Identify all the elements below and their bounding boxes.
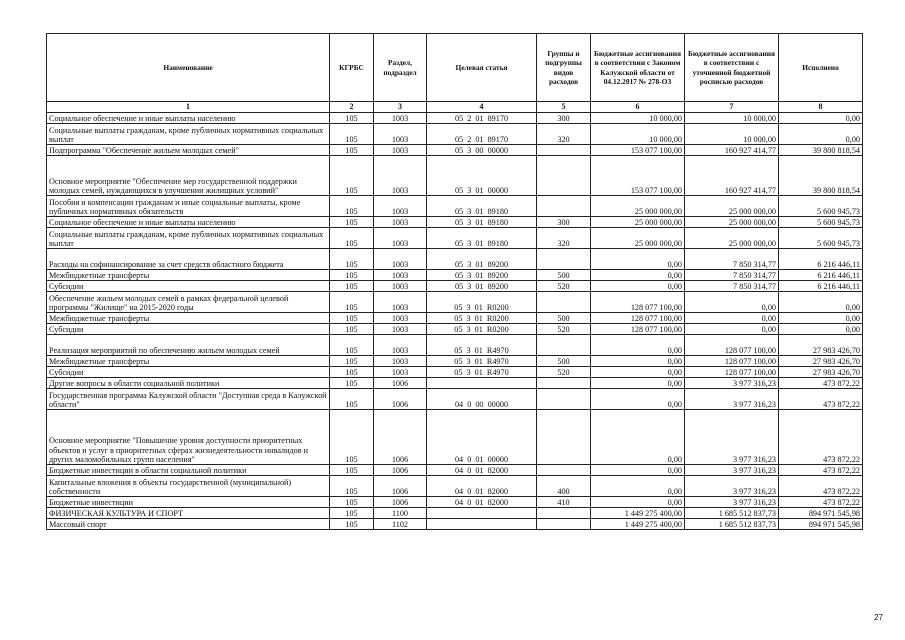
table-row	[47, 519, 863, 530]
cell-group	[537, 196, 591, 217]
cell-executed-amount: 473 872,22	[779, 378, 863, 389]
cell-executed-amount: 27 983 426,70	[779, 335, 863, 356]
cell-law-amount: 10 000,00	[591, 124, 685, 145]
cell-group: 520	[537, 367, 591, 378]
table-row	[47, 378, 863, 389]
cell-group: 320	[537, 228, 591, 249]
cell-refined-amount: 160 927 414,77	[685, 156, 779, 196]
cell-name: Другие вопросы в области социальной политики	[47, 378, 330, 389]
cell-group: 500	[537, 313, 591, 324]
cell-section: 1006	[374, 410, 427, 465]
cell-refined-amount: 128 077 100,00	[685, 356, 779, 367]
cell-executed-amount: 27 983 426,70	[779, 367, 863, 378]
cell-article: 05 3 01 89200	[427, 281, 537, 292]
col-number: 1	[47, 102, 330, 113]
cell-executed-amount: 6 216 446,11	[779, 281, 863, 292]
cell-executed-amount: 39 800 818,54	[779, 145, 863, 156]
table-row	[47, 465, 863, 476]
cell-law-amount: 1 449 275 400,00	[591, 519, 685, 530]
table-row	[47, 113, 863, 124]
cell-section: 1006	[374, 378, 427, 389]
cell-kgrbs: 105	[330, 497, 374, 508]
cell-name: Бюджетные инвестиции в области социальной политики	[47, 465, 330, 476]
cell-article: 05 3 01 R0200	[427, 313, 537, 324]
cell-group	[537, 410, 591, 465]
cell-section: 1006	[374, 476, 427, 497]
budget-table	[46, 33, 863, 530]
cell-refined-amount: 7 850 314,77	[685, 249, 779, 270]
cell-refined-amount: 3 977 316,23	[685, 476, 779, 497]
cell-section: 1003	[374, 356, 427, 367]
cell-name: Межбюджетные трансферты	[47, 313, 330, 324]
col-number: 8	[779, 102, 863, 113]
table-row	[47, 156, 863, 196]
cell-kgrbs: 105	[330, 124, 374, 145]
column-number-row	[47, 102, 863, 113]
cell-group: 520	[537, 281, 591, 292]
cell-refined-amount: 3 977 316,23	[685, 465, 779, 476]
table-row	[47, 508, 863, 519]
cell-law-amount: 0,00	[591, 270, 685, 281]
cell-name: Социальные выплаты гражданам, кроме публичных нормативных социальных выплат	[47, 124, 330, 145]
page-number: 27	[874, 613, 883, 622]
cell-group: 500	[537, 270, 591, 281]
table-row	[47, 281, 863, 292]
cell-group: 300	[537, 113, 591, 124]
cell-name: Субсидии	[47, 324, 330, 335]
header-executed: Исполнено	[779, 34, 863, 102]
cell-refined-amount: 10 000,00	[685, 113, 779, 124]
cell-group	[537, 389, 591, 410]
cell-law-amount: 0,00	[591, 497, 685, 508]
cell-kgrbs: 105	[330, 335, 374, 356]
cell-kgrbs: 105	[330, 113, 374, 124]
cell-article: 04 0 01 00000	[427, 410, 537, 465]
cell-refined-amount: 3 977 316,23	[685, 410, 779, 465]
table-row	[47, 367, 863, 378]
cell-kgrbs: 105	[330, 313, 374, 324]
cell-article	[427, 508, 537, 519]
col-number: 4	[427, 102, 537, 113]
cell-group	[537, 335, 591, 356]
cell-law-amount: 128 077 100,00	[591, 313, 685, 324]
cell-section: 1003	[374, 217, 427, 228]
cell-kgrbs: 105	[330, 324, 374, 335]
cell-section: 1003	[374, 249, 427, 270]
cell-section: 1003	[374, 292, 427, 313]
cell-name: Бюджетные инвестиции	[47, 497, 330, 508]
cell-name: Основное мероприятие "Обеспечение мер государственной поддержки молодых семей, нуждающихся в улучшении жилищных условий"	[47, 156, 330, 196]
cell-refined-amount: 3 977 316,23	[685, 378, 779, 389]
cell-article: 05 3 01 89200	[427, 249, 537, 270]
cell-kgrbs: 105	[330, 508, 374, 519]
table-body	[47, 113, 863, 530]
cell-law-amount: 0,00	[591, 410, 685, 465]
cell-group: 520	[537, 324, 591, 335]
cell-kgrbs: 105	[330, 389, 374, 410]
cell-executed-amount: 6 216 446,11	[779, 270, 863, 281]
cell-article: 05 3 01 89180	[427, 196, 537, 217]
cell-refined-amount: 0,00	[685, 292, 779, 313]
cell-refined-amount: 25 000 000,00	[685, 196, 779, 217]
cell-law-amount: 0,00	[591, 356, 685, 367]
cell-executed-amount: 6 216 446,11	[779, 249, 863, 270]
col-number: 5	[537, 102, 591, 113]
header-kgrbs: КГРБС	[330, 34, 374, 102]
cell-section: 1003	[374, 145, 427, 156]
cell-group	[537, 292, 591, 313]
cell-section: 1006	[374, 497, 427, 508]
cell-executed-amount: 0,00	[779, 313, 863, 324]
cell-name: Социальные выплаты гражданам, кроме публичных нормативных социальных выплат	[47, 228, 330, 249]
cell-executed-amount: 0,00	[779, 292, 863, 313]
cell-name: Государственная программа Калужской области "Доступная среда в Калужской области"	[47, 389, 330, 410]
cell-article: 05 3 01 R4970	[427, 356, 537, 367]
cell-group	[537, 465, 591, 476]
cell-law-amount: 0,00	[591, 378, 685, 389]
cell-group: 300	[537, 217, 591, 228]
cell-article: 05 3 01 R0200	[427, 324, 537, 335]
cell-kgrbs: 105	[330, 281, 374, 292]
cell-group	[537, 378, 591, 389]
cell-article: 05 2 01 89170	[427, 124, 537, 145]
cell-executed-amount: 0,00	[779, 113, 863, 124]
cell-executed-amount: 473 872,22	[779, 497, 863, 508]
cell-article	[427, 378, 537, 389]
cell-section: 1100	[374, 508, 427, 519]
cell-name: Субсидии	[47, 281, 330, 292]
cell-refined-amount: 1 685 512 837,73	[685, 508, 779, 519]
cell-article	[427, 519, 537, 530]
cell-article: 05 3 01 89200	[427, 270, 537, 281]
cell-law-amount: 25 000 000,00	[591, 196, 685, 217]
cell-refined-amount: 160 927 414,77	[685, 145, 779, 156]
cell-kgrbs: 105	[330, 217, 374, 228]
cell-refined-amount: 128 077 100,00	[685, 335, 779, 356]
cell-refined-amount: 3 977 316,23	[685, 389, 779, 410]
header-section: Раздел, подраздел	[374, 34, 427, 102]
cell-law-amount: 10 000,00	[591, 113, 685, 124]
cell-executed-amount: 5 600 945,73	[779, 217, 863, 228]
cell-kgrbs: 105	[330, 356, 374, 367]
cell-law-amount: 0,00	[591, 465, 685, 476]
table-row	[47, 270, 863, 281]
cell-section: 1003	[374, 124, 427, 145]
table-row	[47, 249, 863, 270]
cell-executed-amount: 473 872,22	[779, 465, 863, 476]
cell-law-amount: 153 077 100,00	[591, 145, 685, 156]
header-name: Наименование	[47, 34, 330, 102]
cell-name: Капитальные вложения в объекты государственной (муниципальной) собственности	[47, 476, 330, 497]
cell-executed-amount: 5 600 945,73	[779, 228, 863, 249]
col-number: 6	[591, 102, 685, 113]
cell-article: 04 0 01 82000	[427, 465, 537, 476]
cell-executed-amount: 0,00	[779, 324, 863, 335]
cell-section: 1003	[374, 113, 427, 124]
header-groups: Группы и подгруппы видов расходов	[537, 34, 591, 102]
col-number: 3	[374, 102, 427, 113]
table-row	[47, 389, 863, 410]
cell-law-amount: 153 077 100,00	[591, 156, 685, 196]
table-row	[47, 497, 863, 508]
cell-article: 05 3 01 R4970	[427, 335, 537, 356]
table-row	[47, 145, 863, 156]
cell-section: 1003	[374, 367, 427, 378]
cell-group: 400	[537, 476, 591, 497]
cell-law-amount: 0,00	[591, 335, 685, 356]
cell-executed-amount: 27 983 426,70	[779, 356, 863, 367]
cell-executed-amount: 473 872,22	[779, 476, 863, 497]
cell-group: 500	[537, 356, 591, 367]
cell-name: Расходы на софинансирование за счет средств областного бюджета	[47, 249, 330, 270]
table-row	[47, 228, 863, 249]
cell-article: 05 3 00 00000	[427, 145, 537, 156]
cell-refined-amount: 7 850 314,77	[685, 281, 779, 292]
cell-kgrbs: 105	[330, 367, 374, 378]
cell-law-amount: 128 077 100,00	[591, 324, 685, 335]
cell-group	[537, 249, 591, 270]
cell-group: 320	[537, 124, 591, 145]
cell-kgrbs: 105	[330, 228, 374, 249]
cell-refined-amount: 0,00	[685, 313, 779, 324]
cell-section: 1006	[374, 389, 427, 410]
cell-law-amount: 128 077 100,00	[591, 292, 685, 313]
cell-section: 1003	[374, 281, 427, 292]
header-refined: Бюджетные ассигнования в соответствии с уточненной бюджетной росписью расходов	[685, 34, 779, 102]
cell-article: 05 3 01 89180	[427, 228, 537, 249]
cell-name: ФИЗИЧЕСКАЯ КУЛЬТУРА И СПОРТ	[47, 508, 330, 519]
cell-article: 04 0 01 82000	[427, 476, 537, 497]
cell-article: 04 0 01 82000	[427, 497, 537, 508]
table-row	[47, 124, 863, 145]
table-row	[47, 217, 863, 228]
header-article: Целевая статья	[427, 34, 537, 102]
cell-refined-amount: 3 977 316,23	[685, 497, 779, 508]
cell-section: 1003	[374, 335, 427, 356]
cell-law-amount: 0,00	[591, 281, 685, 292]
cell-name: Массовый спорт	[47, 519, 330, 530]
table-row	[47, 292, 863, 313]
cell-executed-amount: 473 872,22	[779, 389, 863, 410]
cell-kgrbs: 105	[330, 519, 374, 530]
cell-executed-amount: 39 800 818,54	[779, 156, 863, 196]
cell-section: 1003	[374, 324, 427, 335]
cell-section: 1003	[374, 313, 427, 324]
table-row	[47, 410, 863, 465]
cell-kgrbs: 105	[330, 378, 374, 389]
cell-article: 05 2 01 89170	[427, 113, 537, 124]
cell-kgrbs: 105	[330, 270, 374, 281]
cell-name: Субсидии	[47, 367, 330, 378]
cell-name: Пособия и компенсации гражданам и иные социальные выплаты, кроме публичных нормативных обязательств	[47, 196, 330, 217]
cell-law-amount: 0,00	[591, 367, 685, 378]
cell-name: Подпрограмма "Обеспечение жильем молодых семей"	[47, 145, 330, 156]
cell-kgrbs: 105	[330, 410, 374, 465]
cell-executed-amount: 0,00	[779, 124, 863, 145]
col-number: 7	[685, 102, 779, 113]
cell-group	[537, 508, 591, 519]
cell-refined-amount: 0,00	[685, 324, 779, 335]
cell-article: 05 3 01 R0200	[427, 292, 537, 313]
cell-name: Реализация мероприятий по обеспечению жильем молодых семей	[47, 335, 330, 356]
cell-refined-amount: 7 850 314,77	[685, 270, 779, 281]
cell-law-amount: 25 000 000,00	[591, 228, 685, 249]
cell-section: 1003	[374, 156, 427, 196]
cell-law-amount: 25 000 000,00	[591, 217, 685, 228]
cell-group	[537, 519, 591, 530]
table-row	[47, 324, 863, 335]
cell-refined-amount: 25 000 000,00	[685, 228, 779, 249]
cell-law-amount: 0,00	[591, 389, 685, 410]
cell-kgrbs: 105	[330, 292, 374, 313]
cell-executed-amount: 894 971 545,98	[779, 519, 863, 530]
table-row	[47, 313, 863, 324]
cell-group	[537, 145, 591, 156]
cell-name: Основное мероприятие "Повышение уровня доступности приоритетных объектов и услуг в приоритетных сферах жизнедеятельности инвалидов и других маломобильных групп населения"	[47, 410, 330, 465]
cell-executed-amount: 5 600 945,73	[779, 196, 863, 217]
cell-name: Социальное обеспечение и иные выплаты населению	[47, 113, 330, 124]
cell-name: Межбюджетные трансферты	[47, 270, 330, 281]
cell-kgrbs: 105	[330, 465, 374, 476]
cell-article: 05 3 01 R4970	[427, 367, 537, 378]
cell-section: 1102	[374, 519, 427, 530]
cell-law-amount: 0,00	[591, 249, 685, 270]
cell-kgrbs: 105	[330, 476, 374, 497]
cell-kgrbs: 105	[330, 156, 374, 196]
cell-kgrbs: 105	[330, 196, 374, 217]
cell-section: 1003	[374, 228, 427, 249]
table-row	[47, 335, 863, 356]
cell-refined-amount: 25 000 000,00	[685, 217, 779, 228]
cell-group	[537, 156, 591, 196]
table-row	[47, 196, 863, 217]
cell-law-amount: 0,00	[591, 476, 685, 497]
cell-name: Социальное обеспечение и иные выплаты населению	[47, 217, 330, 228]
cell-article: 05 3 01 89180	[427, 217, 537, 228]
cell-section: 1006	[374, 465, 427, 476]
table-row	[47, 356, 863, 367]
cell-refined-amount: 1 685 512 837,73	[685, 519, 779, 530]
cell-article: 04 0 00 00000	[427, 389, 537, 410]
cell-kgrbs: 105	[330, 249, 374, 270]
cell-executed-amount: 473 872,22	[779, 410, 863, 465]
header-law: Бюджетные ассигнования в соответствии с Законом Калужской области от 04.12.2017 № 278-ОЗ	[591, 34, 685, 102]
cell-kgrbs: 105	[330, 145, 374, 156]
cell-section: 1003	[374, 270, 427, 281]
cell-law-amount: 1 449 275 400,00	[591, 508, 685, 519]
cell-article: 05 3 01 00000	[427, 156, 537, 196]
cell-name: Обеспечение жильем молодых семей в рамках федеральной целевой программы "Жилище" на 2015-2020 годы	[47, 292, 330, 313]
cell-group: 410	[537, 497, 591, 508]
cell-name: Межбюджетные трансферты	[47, 356, 330, 367]
table-header-row	[47, 34, 863, 102]
cell-refined-amount: 128 077 100,00	[685, 367, 779, 378]
cell-executed-amount: 894 971 545,98	[779, 508, 863, 519]
col-number: 2	[330, 102, 374, 113]
cell-section: 1003	[374, 196, 427, 217]
table-row	[47, 476, 863, 497]
cell-refined-amount: 10 000,00	[685, 124, 779, 145]
